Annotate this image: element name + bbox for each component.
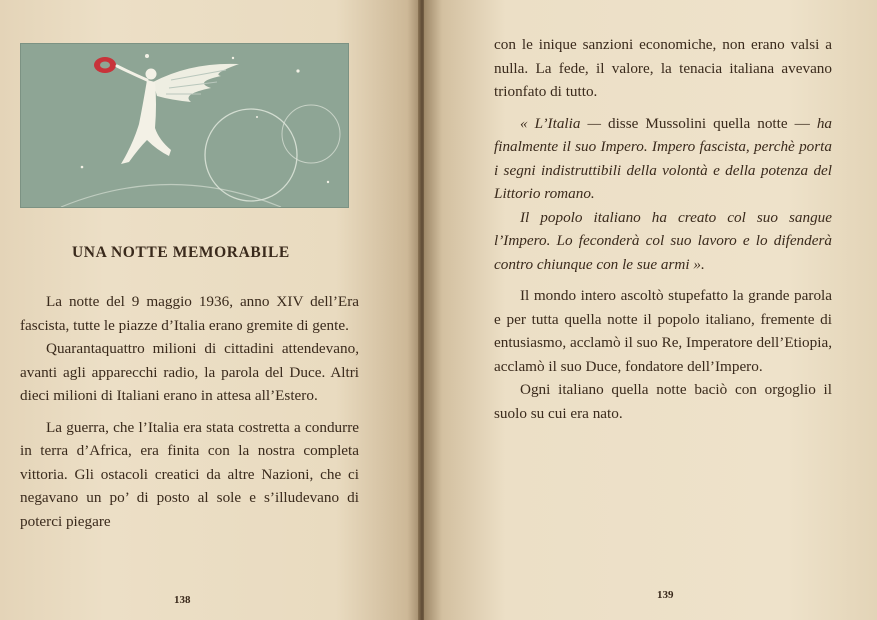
left-page <box>0 0 420 620</box>
page-number: 139 <box>657 589 674 601</box>
paragraph: Quarantaquattro milioni di cittadini attendevano, avanti agli apparecchi radio, la parola del Duce. Altri dieci milioni di Italiani erano in attesa all’Estero. <box>20 340 359 404</box>
quote-paragraph: Il popolo italiano ha creato col suo sangue l’Impero. Lo feconderà col suo lavoro e lo difenderà contro chiunque con le sue armi ». <box>494 208 832 273</box>
paragraph: con le inique sanzioni economiche, non erano valsi a nulla. La fede, il valore, la tenacia italiana avevano trionfato di tutto. <box>494 36 832 100</box>
quote-attribution: disse Mussolini quella notte — <box>600 114 817 132</box>
paragraph: Ogni italiano quella notte baciò con orgoglio il suolo su cui era nato. <box>494 381 832 422</box>
paragraph: La notte del 9 maggio 1936, anno XIV dell’Era fascista, tutte le piazze d’Italia erano gremite di gente. <box>20 293 359 334</box>
quote-paragraph <box>494 112 832 206</box>
paragraph: Il mondo intero ascoltò stupefatto la grande parola e per tutta quella notte il popolo italiano, fremente di entusiasmo, acclamò il suo Re, Imperatore dell’Etiopia, acclamò il suo Duce, fondatore dell’Impero. <box>494 287 832 375</box>
chapter-heading: UNA NOTTE MEMORABILE <box>72 244 290 261</box>
quote-text: ha finalmente il suo Impero. Impero fascista, perchè porta i segni indistruttibili della volontà e della potenza del Littorio romano. <box>494 114 832 202</box>
left-page-text <box>20 290 359 533</box>
quote-open: « L’Italia — <box>520 114 601 132</box>
page-number: 138 <box>174 594 191 606</box>
paragraph: La guerra, che l’Italia era stata costretta a condurre in terra d’Africa, era finita con la nostra completa vittoria. Gli ostacoli creatici da altre Nazioni, che ci negavano un po’ di posto al sole e s’illudevano di poterci piegare <box>20 418 359 530</box>
winged-victory-illustration <box>20 43 349 208</box>
right-page-text <box>494 33 832 425</box>
illustration-graphic <box>21 44 348 207</box>
